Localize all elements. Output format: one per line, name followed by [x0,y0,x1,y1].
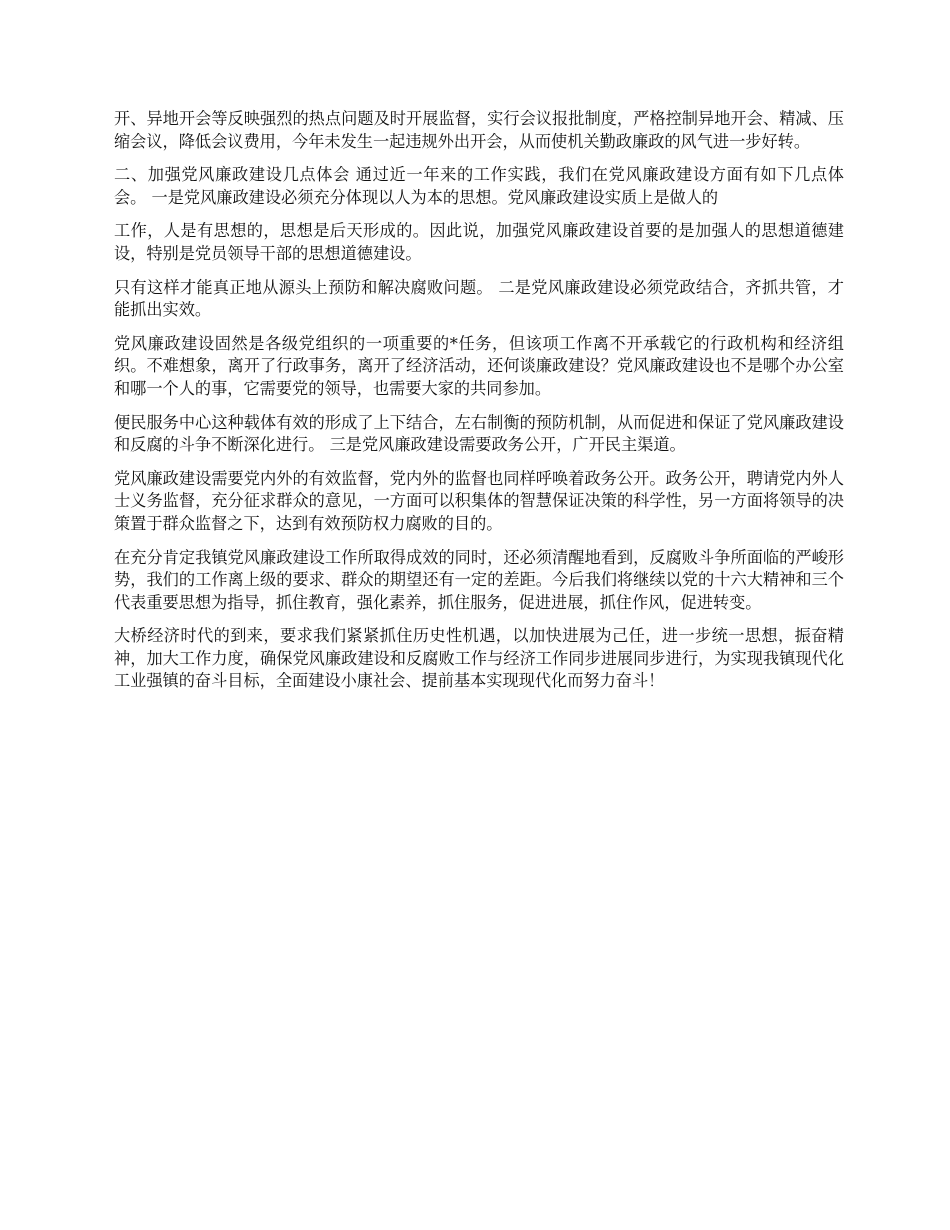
paragraph-8: 在充分肯定我镇党风廉政建设工作所取得成效的同时，还必须清醒地看到，反腐败斗争所面临的严峻形势，我们的工作离上级的要求、群众的期望还有一定的差距。今后我们将继续以党的十六大精神和三个代表重要思想为指导，抓住教育，强化素养，抓住服务，促进进展，抓住作风，促进转变。 [114,547,844,612]
paragraph-1: 开、异地开会等反映强烈的热点问题及时开展监督，实行会议报批制度，严格控制异地开会、精减、压缩会议，降低会议费用，今年未发生一起违规外出开会，从而使机关勤政廉政的风气进一步好转。 [114,109,844,151]
paragraph-5: 党风廉政建设固然是各级党组织的一项重要的*任务，但该项工作离不开承载它的行政机构和经济组织。不难想象，离开了行政事务，离开了经济活动，还何谈廉政建设？党风廉政建设也不是哪个办公室和哪一个人的事，它需要党的领导，也需要大家的共同参加。 [114,333,844,398]
paragraph-9: 大桥经济时代的到来，要求我们紧紧抓住历史性机遇，以加快进展为己任，进一步统一思想，振奋精神，加大工作力度，确保党风廉政建设和反腐败工作与经济工作同步进展同步进行，为实现我镇现代化工业强镇的奋斗目标，全面建设小康社会、提前基本实现现代化而努力奋斗！ [114,626,844,691]
paragraph-2: 二、加强党风廉政建设几点体会 通过近一年来的工作实践，我们在党风廉政建设方面有如下几点体会。 一是党风廉政建设必须充分体现以人为本的思想。党风廉政建设实质上是做人的 [114,165,844,207]
paragraph-6: 便民服务中心这种载体有效的形成了上下结合，左右制衡的预防机制，从而促进和保证了党风廉政建设和反腐的斗争不断深化进行。 三是党风廉政建设需要政务公开，广开民主渠道。 [114,412,844,455]
paragraph-3: 工作，人是有思想的，思想是后天形成的。因此说，加强党风廉政建设首要的是加强人的思想道德建设，特别是党员领导干部的思想道德建设。 [114,221,844,263]
document-body [114,108,844,704]
paragraph-4: 只有这样才能真正地从源头上预防和解决腐败问题。 二是党风廉政建设必须党政结合，齐抓共管，才能抓出实效。 [114,277,844,320]
paragraph-7: 党风廉政建设需要党内外的有效监督，党内外的监督也同样呼唤着政务公开。政务公开，聘请党内外人士义务监督，充分征求群众的意见，一方面可以积集体的智慧保证决策的科学性，另一方面将领导的决策置于群众监督之下，达到有效预防权力腐败的目的。 [114,468,844,533]
